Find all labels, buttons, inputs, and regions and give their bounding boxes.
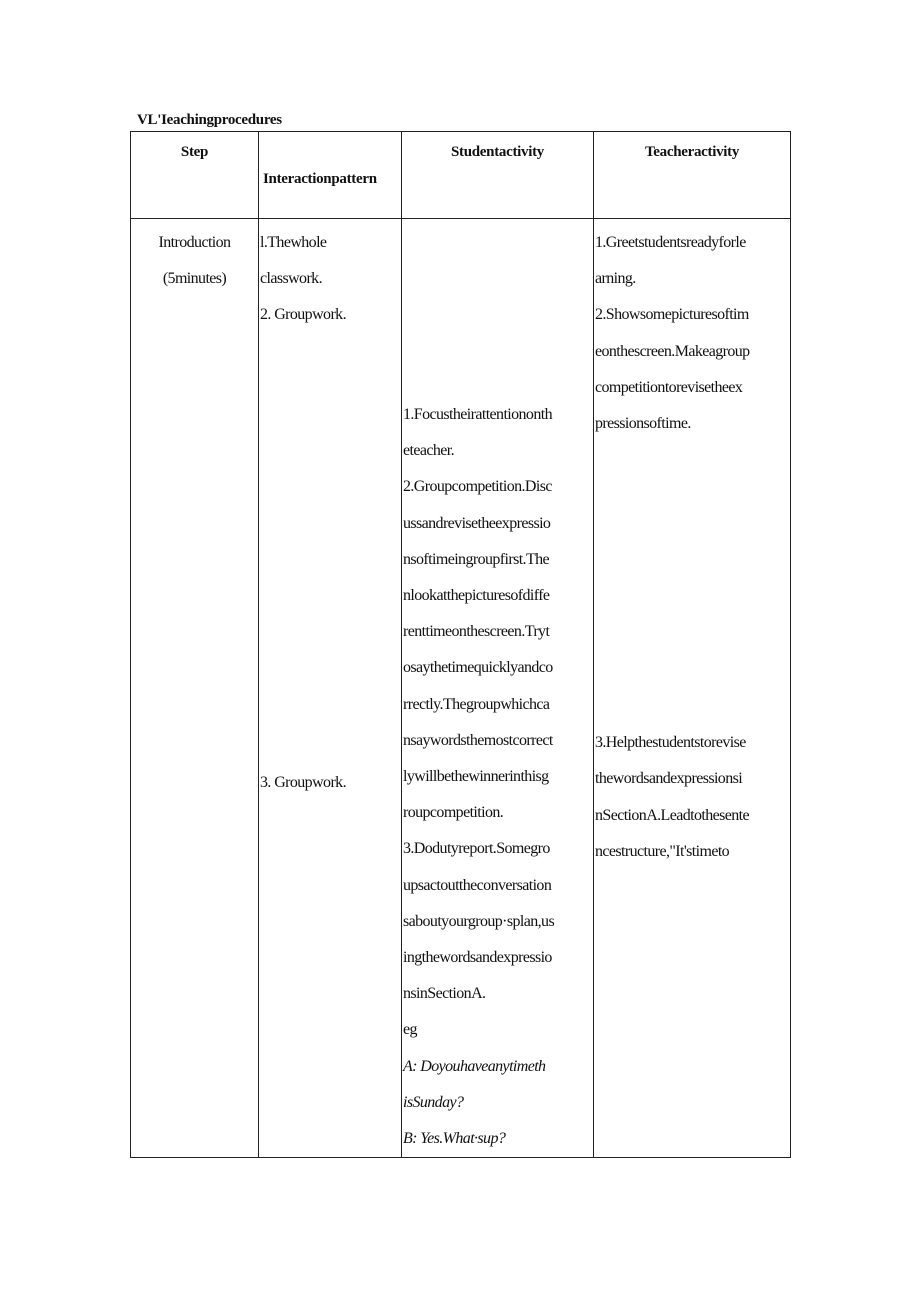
interaction-line: classwork. bbox=[260, 270, 322, 288]
dialogue-line: A: Doyouhaveanytimeth bbox=[403, 1057, 546, 1075]
teacher-line: 3.Helpthestudentstorevise bbox=[595, 734, 746, 752]
header-teacher-activity: Teacheractivity bbox=[594, 132, 791, 219]
teacher-line: arning. bbox=[595, 270, 636, 288]
student-line: 2.Groupcompetition.Disc bbox=[403, 478, 552, 496]
interaction-line: 3. Groupwork. bbox=[260, 774, 346, 791]
student-activity-cell bbox=[402, 219, 594, 1158]
teacher-line: nSectionA.Leadtothesente bbox=[595, 806, 749, 824]
dialogue-line: isSunday? bbox=[403, 1093, 464, 1111]
table-row bbox=[131, 219, 791, 1158]
teacher-line: 2.Showsomepicturesoftim bbox=[595, 306, 749, 324]
teacher-line: competitiontorevisetheex bbox=[595, 378, 743, 396]
student-line: rrectly.Thegroupwhichca bbox=[403, 695, 550, 713]
interaction-line: l.Thewhole bbox=[260, 234, 327, 251]
student-line: lywillbethewinnerinthisg bbox=[403, 768, 549, 786]
section-heading: VL'Ieachingprocedures bbox=[137, 112, 282, 128]
student-line: renttimeonthescreen.Tryt bbox=[403, 623, 550, 641]
student-line: nsinSectionA. bbox=[403, 985, 486, 1003]
student-line: eteacher. bbox=[403, 442, 454, 460]
teacher-line: thewordsandexpressionsi bbox=[595, 770, 743, 788]
student-line: ussandrevisetheexpressio bbox=[403, 514, 551, 532]
interaction-cell bbox=[259, 219, 402, 1158]
table-header-row bbox=[131, 132, 791, 219]
header-interaction-label: Interactionpattern bbox=[263, 171, 377, 187]
header-interaction-pattern bbox=[259, 132, 402, 219]
student-line: eg bbox=[403, 1021, 417, 1039]
header-step: Step bbox=[131, 132, 259, 219]
student-line: osaythetimequicklyandco bbox=[403, 659, 553, 677]
step-duration: (5minutes) bbox=[162, 270, 227, 288]
student-line: upsactouttheconversation bbox=[403, 876, 552, 894]
teacher-item-3 bbox=[595, 725, 790, 870]
student-line: roupcompetition. bbox=[403, 804, 504, 822]
student-line: nlookatthepicturesofdiffe bbox=[403, 587, 550, 605]
interaction-line: 2. Groupwork. bbox=[260, 306, 346, 324]
student-line: saboutyourgroup·splan,us bbox=[403, 912, 555, 930]
student-line: ingthewordsandexpressio bbox=[403, 949, 552, 967]
student-line: nsaywordsthemostcorrect bbox=[403, 731, 553, 749]
student-line: nsoftimeingroupfirst.The bbox=[403, 550, 550, 568]
header-student-activity: Studentactivity bbox=[402, 132, 594, 219]
student-line: 3.Dodutyreport.Somegro bbox=[403, 840, 550, 858]
teacher-line: pressionsoftime. bbox=[595, 415, 691, 433]
teacher-line: 1.Greetstudentsreadyforle bbox=[595, 234, 746, 251]
dialogue-line: B: Yes.What·sup? bbox=[403, 1130, 506, 1148]
teacher-activity-cell bbox=[594, 219, 791, 1158]
step-name: Introduction bbox=[158, 234, 231, 251]
student-line: 1.Focustheirattentiononth bbox=[403, 406, 552, 423]
teacher-line: eonthescreen.Makeagroup bbox=[595, 342, 750, 360]
teacher-line: ncestructure,"It'stimeto bbox=[595, 842, 730, 860]
teaching-procedures-table bbox=[130, 131, 791, 1158]
step-cell bbox=[131, 219, 259, 1158]
